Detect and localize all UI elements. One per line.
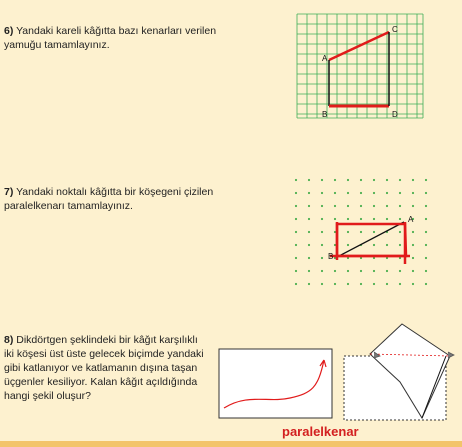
grid-dot [308, 270, 310, 272]
label-c: C [392, 25, 398, 34]
grid-dot [347, 244, 349, 246]
grid-dot [425, 205, 427, 207]
grid-dot [295, 205, 297, 207]
grid-dot [334, 283, 336, 285]
grid-dot [308, 192, 310, 194]
grid-dot [308, 179, 310, 181]
grid-dot [425, 179, 427, 181]
grid-dot [321, 218, 323, 220]
grid-dot [360, 205, 362, 207]
label-b: B [328, 252, 334, 261]
grid-dot [295, 218, 297, 220]
label-a: A [408, 215, 414, 224]
bottom-rule [0, 441, 462, 447]
dot-grid [295, 179, 427, 285]
grid-dot [308, 283, 310, 285]
grid-dot [321, 231, 323, 233]
grid-dot [373, 192, 375, 194]
grid-dot [386, 192, 388, 194]
grid-dot [321, 283, 323, 285]
grid-dot [412, 244, 414, 246]
grid-dot [360, 218, 362, 220]
grid-dot [386, 218, 388, 220]
grid-dot [412, 205, 414, 207]
grid-dot [425, 231, 427, 233]
grid-dot [308, 231, 310, 233]
grid-dot [308, 218, 310, 220]
grid-dot [399, 283, 401, 285]
grid-dot [412, 179, 414, 181]
question-7-number: 7) [4, 186, 14, 198]
grid-dot [425, 270, 427, 272]
grid-dot [360, 231, 362, 233]
grid-dot [425, 192, 427, 194]
question-7 [4, 185, 264, 213]
grid-dot [295, 179, 297, 181]
grid-dot [386, 283, 388, 285]
grid-dot [399, 231, 401, 233]
grid-dot [308, 257, 310, 259]
grid-dot [308, 205, 310, 207]
label-d: D [392, 110, 398, 119]
grid-dot [321, 257, 323, 259]
grid-dot [347, 270, 349, 272]
grid-dot [347, 218, 349, 220]
grid-dot [373, 205, 375, 207]
grid-dot [347, 179, 349, 181]
grid-dot [360, 192, 362, 194]
grid-dot [295, 257, 297, 259]
grid-dot [373, 283, 375, 285]
grid-dot [386, 205, 388, 207]
handwritten-answer: paralelkenar [282, 424, 359, 439]
grid-dot [399, 179, 401, 181]
question-8-number: 8) [4, 334, 14, 346]
question-8 [4, 333, 209, 403]
grid-dot [295, 283, 297, 285]
grid-dot [347, 192, 349, 194]
grid-dot [399, 244, 401, 246]
grid-dot [373, 179, 375, 181]
grid-dot [425, 283, 427, 285]
grid-dot [360, 270, 362, 272]
grid-dot [334, 192, 336, 194]
grid-dot [412, 231, 414, 233]
label-a: A [322, 54, 328, 63]
grid-dot [425, 218, 427, 220]
grid-dot [412, 270, 414, 272]
fold-figure [340, 322, 460, 422]
grid-dot [334, 205, 336, 207]
grid-dot [334, 270, 336, 272]
question-6-text: Yandaki kareli kâğıtta bazı kenarları verilen yamuğu tamamlayınız. [4, 25, 217, 51]
grid-dot [399, 192, 401, 194]
grid-dot [308, 244, 310, 246]
grid-dot [334, 179, 336, 181]
dot-figure [290, 172, 440, 292]
grid-figure [295, 12, 425, 120]
grid-dot [373, 231, 375, 233]
grid-dot [295, 192, 297, 194]
grid-dot [295, 244, 297, 246]
grid-dot [373, 218, 375, 220]
grid-dot [321, 205, 323, 207]
segment-ac [329, 32, 389, 60]
grid-dot [360, 179, 362, 181]
grid-dot [425, 257, 427, 259]
grid-dot [386, 244, 388, 246]
grid-dot [295, 231, 297, 233]
grid-dot [321, 270, 323, 272]
grid-dot [347, 283, 349, 285]
grid-dot [373, 244, 375, 246]
diagonal-ab [339, 222, 404, 256]
question-8-text: Dikdörtgen şeklindeki bir kâğıt karşılıklı iki köşesi üst üste gelecek biçimde yandaki gibi katlanıyor ve katlamanın dışına taşan üçgenler kesiliyor. Kalan kâğıt açıldığında hangi şekil oluşur? [4, 334, 204, 402]
answer-sketch-box [218, 348, 334, 420]
grid-dot [412, 283, 414, 285]
question-6-number: 6) [4, 25, 14, 37]
grid-dot [373, 270, 375, 272]
grid-dot [347, 231, 349, 233]
grid-dot [425, 244, 427, 246]
grid-dot [321, 244, 323, 246]
grid-lines [297, 14, 423, 118]
grid-dot [412, 192, 414, 194]
grid-dot [334, 218, 336, 220]
grid-dot [360, 283, 362, 285]
question-6 [4, 24, 254, 52]
label-b: B [322, 110, 328, 119]
fold-arrow-right [448, 352, 454, 358]
grid-dot [347, 205, 349, 207]
grid-dot [412, 257, 414, 259]
grid-dot [399, 270, 401, 272]
grid-dot [321, 192, 323, 194]
grid-dot [399, 205, 401, 207]
grid-dot [386, 270, 388, 272]
grid-dot [295, 270, 297, 272]
grid-dot [386, 179, 388, 181]
grid-dot [321, 179, 323, 181]
question-7-text: Yandaki noktalı kâğıtta bir köşegeni çizilen paralelkenarı tamamlayınız. [4, 186, 214, 212]
grid-dot [399, 218, 401, 220]
